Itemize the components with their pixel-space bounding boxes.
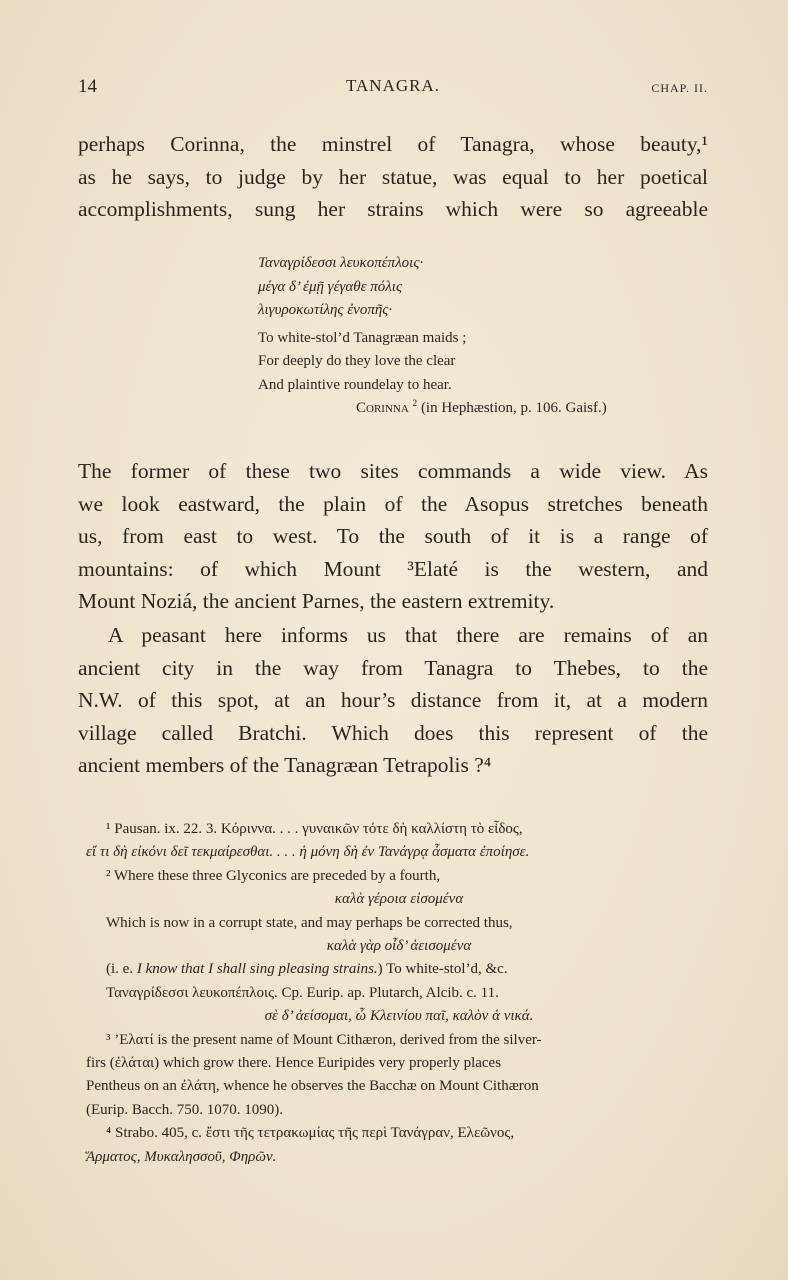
running-header [78,76,708,100]
text-line: A peasant here informs us that there are remains of an [108,623,708,647]
text-line: perhaps Corinna, the minstrel of Tanagra, whose beauty,¹ [78,132,708,156]
text-line: accomplishments, sung her strains which were so agreeable [78,197,708,221]
page-number: 14 [78,76,97,97]
english-verse-line: And plaintive roundelay to hear. [258,376,452,393]
attribution-author: Corinna [356,400,409,416]
paragraph-1 [78,128,708,226]
footnote-line: ³ ’Ελατί is the present name of Mount Cithæron, derived from the silver- [106,1031,542,1048]
text-line: The former of these two sites commands a wide view. As [78,459,708,483]
footnote-line: Ἅρματος, Μυκαλησσοῦ, Φηρῶν. [86,1148,277,1165]
footnote-greek-line: καλὰ γέροια εἰσομένα [334,891,464,908]
attribution-source: (in Hephæstion, p. 106. Gaisf.) [420,400,607,416]
english-verse-line: For deeply do they love the clear [258,353,456,369]
footnote-line: ² Where these three Glyconics are preceded by a fourth, [106,867,441,884]
footnote-line: ⁴ Strabo. 405, c. ἔστι τῆς τετρακωμίας τῆς περὶ Τανάγραν, Ελεῶνος, [106,1125,515,1142]
footnote-italic-text: I know that I shall sing pleasing strains. [136,961,378,978]
footnote-text: ) To white-stol’d, &c. [377,961,508,978]
quotation-attribution [258,397,718,421]
text-line: N.W. of this spot, at an hour’s distance from it, at a modern [78,688,708,712]
text-line: we look eastward, the plain of the Asopus stretches beneath [78,491,708,516]
footnotes [86,818,712,1169]
text-line: ancient members of the Tanagræan Tetrapolis ?⁴ [78,753,492,777]
verse-quotation [258,252,718,421]
greek-verse-line: μέγα δ’ ἐμῇ γέγαθε πόλις [258,278,403,295]
paragraph-2 [78,455,708,618]
running-title: TANAGRA. [346,76,440,95]
footnote-line: εἴ τι δὴ εἰκόνι δεῖ τεκμαίρεσθαι. . . . ἡ μόνη δὴ ἐν Τανάγρᾳ ἆσματα ἐποίησε. [86,844,530,861]
footnote-line: Ταναγρίδεσσι λευκοπέπλοις. Cp. Eurip. ap. Plutarch, Alcib. c. 11. [106,984,499,1001]
footnote-line: firs (ἐλάται) which grow there. Hence Euripides very properly places [86,1055,502,1072]
text-line: village called Bratchi. Which does this represent of the [78,720,708,745]
footnote-line: Pentheus on an ἐλάτη, whence he observes the Bacchæ on Mount Cithæron [86,1078,539,1095]
text-line: ancient city in the way from Tanagra to Thebes, to the [78,655,708,680]
footnote-line [86,958,712,981]
footnote-ref: 2 [412,399,418,409]
footnote-greek-line: σὲ δ’ ἀείσομαι, ὦ Κλεινίου παῖ, καλὸν ἁ νικά. [264,1008,534,1025]
text-line: mountains: of which Mount ³Elaté is the western, and [78,556,708,581]
footnote-text: (i. e. [106,961,134,978]
greek-verse-line: Ταναγρίδεσσι λευκοπέπλοις· [258,255,424,271]
paragraph-3 [78,619,708,782]
english-verse-line: To white-stol’d Tanagræan maids ; [258,329,467,346]
footnote-line: ¹ Pausan. ix. 22. 3. Κόριννα. . . . γυναικῶν τότε δὴ καλλίστη τὸ εἶδος, [106,821,523,837]
chapter-label: CHAP. II. [651,81,708,95]
footnote-line: Which is now in a corrupt state, and may perhaps be corrected thus, [106,914,513,931]
text-line: Mount Noziá, the ancient Parnes, the eastern extremity. [78,589,555,613]
footnote-greek-line: καλὰ γὰρ οἶδ’ ἀεισομένα [326,938,472,955]
text-line: as he says, to judge by her statue, was equal to her poetical [78,164,708,189]
text-line: us, from east to west. To the south of it is a range of [78,524,708,548]
greek-verse-line: λιγυροκωτίλης ἐνοπῆς· [258,302,393,318]
footnote-line: (Eurip. Bacch. 750. 1070. 1090). [86,1101,284,1118]
